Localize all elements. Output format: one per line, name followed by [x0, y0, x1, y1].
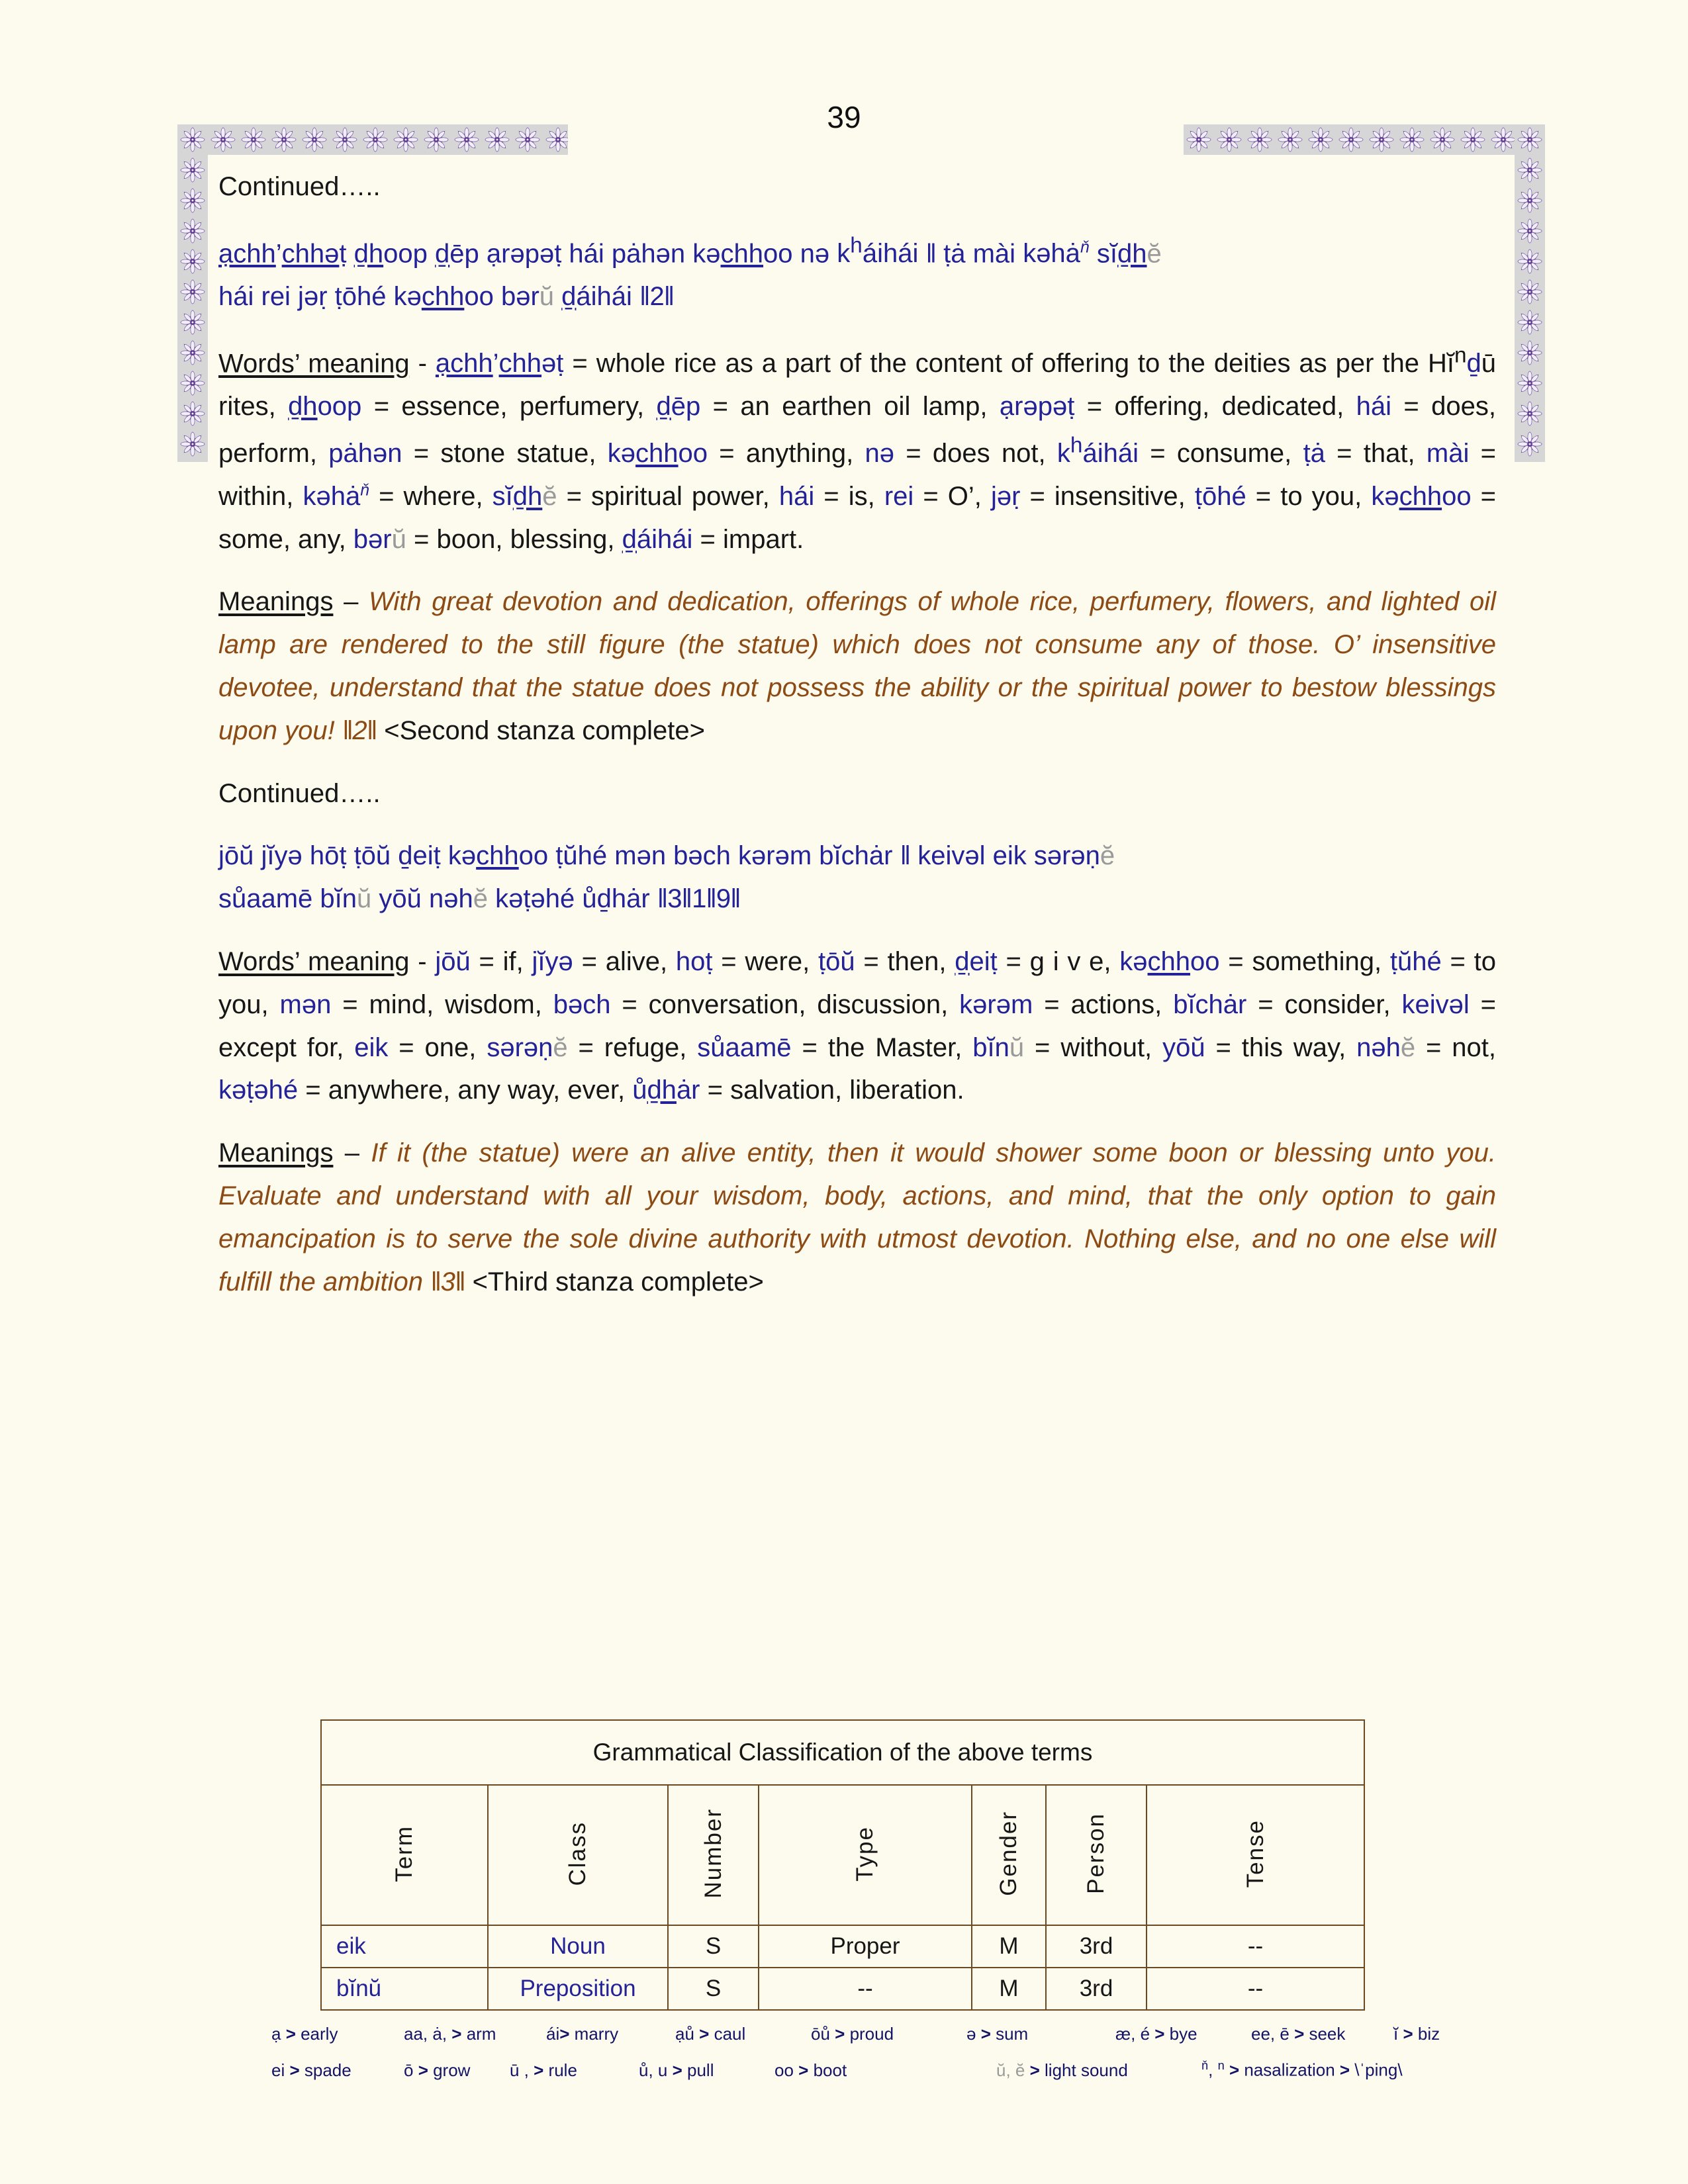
continued-label-1: Continued…..	[218, 172, 381, 201]
floral-star-motif-icon	[1336, 124, 1366, 155]
cell-gender: M	[972, 1968, 1046, 2010]
legend-item: ŭ, ĕ > light sound	[996, 2060, 1128, 2080]
floral-star-motif-icon	[1515, 429, 1545, 459]
floral-star-motif-icon	[299, 124, 330, 155]
cell-person: 3rd	[1046, 1925, 1147, 1968]
legend-item: ái> marry	[546, 2024, 619, 2044]
floral-star-motif-icon	[1488, 124, 1515, 155]
floral-star-motif-icon	[1515, 124, 1545, 155]
floral-star-motif-icon	[1515, 307, 1545, 338]
table-header-term: Term	[391, 1825, 417, 1882]
table-title-row	[321, 1720, 1364, 1785]
floral-star-motif-icon	[1427, 124, 1458, 155]
floral-star-motif-icon	[269, 124, 299, 155]
floral-star-motif-icon	[177, 429, 208, 459]
floral-star-motif-icon	[177, 216, 208, 246]
floral-star-motif-icon	[208, 124, 238, 155]
floral-star-motif-icon	[177, 185, 208, 216]
stanza-3-line-1: jōŭ jĭyə hōṭ ṭōŭ ḏeiṭ kəchhoo ṭŭhé mən bəch kərəm bĭchȧr ‖ keivəl eik sərəṇĕ	[218, 841, 1115, 871]
floral-star-motif-icon	[1397, 124, 1427, 155]
floral-star-motif-icon	[177, 368, 208, 398]
cell-type: Proper	[759, 1925, 972, 1968]
table-header-gender: Gender	[996, 1811, 1021, 1896]
floral-star-motif-icon	[177, 338, 208, 368]
legend-item: oo > boot	[774, 2060, 847, 2080]
table-row	[321, 1925, 1364, 1968]
floral-star-motif-icon	[330, 124, 360, 155]
words-meaning-body-1: - ạchh’chhəṭ = whole rice as a part of the content of offering to the deities as per the $Hĭ^nḏū$ rites, ḏhoop = essence, perfumery, ḏēp = an earthen oil lamp, ạrəpəṭ = offering, dedicated, hái = does, perform, pȧhən = stone statue, kəchhoo = anything, nə = does not, $k^háihái$ = consume, ṭȧ = that, mài = within, kəhȧ$^ň$ = where, sĭḏhĕ = spiritual power, hái = is, rei = O’, jəṛ = insensitive, ṭōhé = to you, kəchhoo = some, any, bərŭ = boon, blessing, ḏáihái = impart.	[218, 343, 1497, 554]
floral-star-motif-icon	[177, 398, 208, 429]
floral-star-motif-icon	[512, 124, 543, 155]
floral-star-motif-icon	[1458, 124, 1488, 155]
cell-number: S	[668, 1968, 759, 2010]
pronunciation-legend	[271, 2024, 1456, 2095]
stanza-3-verse	[218, 835, 1496, 921]
decorative-border-top-left	[177, 124, 568, 155]
legend-item: ee, ē > seek	[1251, 2024, 1346, 2044]
stanza-2-verse	[218, 228, 1496, 318]
words-meaning-body-2: - jōŭ = if, jĭyə = alive, hoṭ = were, ṭōŭ = then, ḏeiṭ = g i v e, kəchhoo = something, ṭŭhé = to you, mən = mind, wisdom, bəch = conversation, discussion, kərəm = actions, bĭchȧr = consider, keivəl = except for, eik = one, sərəṇĕ = refuge, sůaamē = the Master, bĭnŭ = without, yōŭ = this way, nəhĕ = not, kəṭəhé = anywhere, any way, ever, ůḏhȧr = salvation, liberation.	[218, 946, 1497, 1105]
legend-item: ə > sum	[966, 2024, 1029, 2044]
table-row	[321, 1968, 1364, 2010]
cell-term: eik	[321, 1925, 488, 1968]
legend-row-2	[271, 2059, 1456, 2081]
meanings-paragraph-1	[218, 580, 1496, 752]
legend-item: ō > grow	[404, 2060, 471, 2080]
words-meaning-label-1: Words’ meaning	[218, 349, 410, 379]
meanings-dash-1: –	[333, 587, 369, 617]
cell-number: S	[668, 1925, 759, 1968]
floral-star-motif-icon	[1184, 124, 1214, 155]
legend-item: aa, ȧ, > arm	[404, 2024, 496, 2044]
meanings-marker-1: ‖2‖	[342, 715, 377, 745]
floral-star-motif-icon	[1214, 124, 1244, 155]
meanings-paragraph-2	[218, 1132, 1496, 1303]
legend-row-1	[271, 2024, 1456, 2044]
floral-star-motif-icon	[177, 155, 208, 185]
floral-star-motif-icon	[238, 124, 269, 155]
table-header-row	[321, 1785, 1364, 1925]
floral-star-motif-icon	[391, 124, 421, 155]
page-number: 39	[827, 100, 861, 134]
floral-star-motif-icon	[1366, 124, 1397, 155]
cell-type: --	[759, 1968, 972, 2010]
floral-star-motif-icon	[1515, 398, 1545, 429]
table-header-number: Number	[700, 1808, 726, 1899]
legend-item: ū , > rule	[510, 2060, 577, 2080]
cell-term: bĭnŭ	[321, 1968, 488, 2010]
legend-item: æ, é > bye	[1115, 2024, 1197, 2044]
legend-item: ōů > proud	[811, 2024, 894, 2044]
legend-item: ĭ > biz	[1393, 2024, 1440, 2044]
meanings-note-2: <Third stanza complete>	[465, 1267, 764, 1297]
cell-tense: --	[1147, 1925, 1364, 1968]
floral-star-motif-icon	[360, 124, 391, 155]
table-header-class: Class	[565, 1821, 590, 1886]
cell-class: Preposition	[488, 1968, 668, 2010]
floral-star-motif-icon	[1305, 124, 1336, 155]
legend-item: ạ > early	[271, 2024, 338, 2044]
floral-star-motif-icon	[1515, 277, 1545, 307]
cell-tense: --	[1147, 1968, 1364, 2010]
meanings-label-2: Meanings	[218, 1138, 334, 1168]
table-header-tense: Tense	[1242, 1819, 1268, 1888]
meanings-note-1: <Second stanza complete>	[377, 715, 706, 745]
legend-item: ạů > caul	[675, 2024, 746, 2044]
floral-star-motif-icon	[177, 246, 208, 277]
decorative-border-top-right	[1184, 124, 1515, 155]
document-body	[218, 165, 1496, 1323]
floral-star-motif-icon	[543, 124, 568, 155]
legend-item: ei > spade	[271, 2060, 352, 2080]
floral-star-motif-icon	[1515, 246, 1545, 277]
floral-star-motif-icon	[1515, 338, 1545, 368]
words-meaning-paragraph-1	[218, 338, 1496, 561]
floral-star-motif-icon	[421, 124, 451, 155]
meanings-label-1: Meanings	[218, 587, 334, 617]
stanza-2-line-1: ạchh’chhəṭ ḏhoop ḏēp ạrəpəṭ hái pȧhən kəchhoo nə $k^háihái$ ‖ ṭȧ mài kəhȧ$^ň$ sĭḏhĕ	[218, 233, 1162, 269]
floral-star-motif-icon	[451, 124, 482, 155]
grammatical-classification-table-wrapper	[320, 1719, 1365, 2011]
floral-star-motif-icon	[1515, 185, 1545, 216]
floral-star-motif-icon	[1515, 368, 1545, 398]
floral-star-motif-icon	[1275, 124, 1305, 155]
legend-item: ů, u > pull	[639, 2060, 714, 2080]
floral-star-motif-icon	[177, 124, 208, 155]
table-header-person: Person	[1083, 1813, 1109, 1894]
table-title: Grammatical Classification of the above terms	[321, 1720, 1364, 1785]
continued-label-2: Continued…..	[218, 778, 381, 808]
decorative-border-right	[1515, 124, 1545, 462]
floral-star-motif-icon	[1244, 124, 1275, 155]
table-header-type: Type	[852, 1825, 878, 1882]
cell-gender: M	[972, 1925, 1046, 1968]
floral-star-motif-icon	[1515, 155, 1545, 185]
floral-star-motif-icon	[482, 124, 512, 155]
grammatical-classification-table	[320, 1719, 1365, 2011]
cell-person: 3rd	[1046, 1968, 1147, 2010]
meanings-marker-2: ‖3‖	[430, 1267, 465, 1297]
legend-item: $^ň$, $^n$ > nasalization > \ˈping\	[1201, 2059, 1403, 2080]
stanza-2-line-2: hái rei jəṛ ṭōhé kəchhoo bərŭ ḏáihái ‖2‖	[218, 281, 675, 311]
cell-class: Noun	[488, 1925, 668, 1968]
floral-star-motif-icon	[1515, 216, 1545, 246]
meanings-text-2: If it (the statue) were an alive entity, then it would shower some boon or blessing unto you. Evaluate and understand with all your wisdom, body, actions, and mind, that the only option to gain emancipation is to serve the sole divine authority with utmost devotion. Nothing else, and no one else will fulfill the ambition	[218, 1138, 1496, 1297]
decorative-border-left	[177, 124, 208, 462]
words-meaning-label-2: Words’ meaning	[218, 946, 410, 976]
meanings-dash-2: –	[333, 1138, 371, 1168]
words-meaning-paragraph-2	[218, 940, 1496, 1112]
stanza-3-line-2: sůaamē bĭnŭ yōŭ nəhĕ kəṭəhé ůḏhȧr ‖3‖1‖9‖	[218, 884, 741, 914]
floral-star-motif-icon	[177, 307, 208, 338]
meanings-text-1: With great devotion and dedication, offerings of whole rice, perfumery, flowers, and lighted oil lamp are rendered to the still figure (the statue) which does not consume any of those. O’ insensitive devotee, understand that the statue does not possess the ability or the spiritual power to bestow blessings upon you!	[218, 587, 1496, 745]
floral-star-motif-icon	[177, 277, 208, 307]
